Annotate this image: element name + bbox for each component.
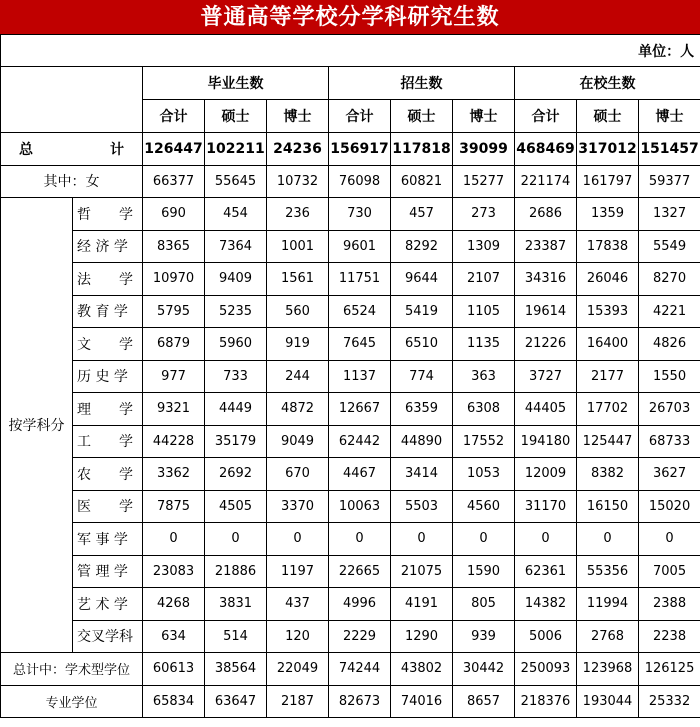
academic-degree-value: 126125 (639, 653, 700, 686)
subject-value: 22665 (329, 555, 391, 588)
subject-value: 805 (453, 588, 515, 621)
subject-value: 4221 (639, 295, 700, 328)
subject-value: 68733 (639, 425, 700, 458)
table-row (1, 230, 700, 263)
subject-value: 0 (453, 523, 515, 556)
subject-value: 2177 (577, 360, 639, 393)
subject-name: 艺 术 学 (73, 588, 143, 621)
subject-value: 0 (329, 523, 391, 556)
table-row (1, 393, 700, 426)
table-row (1, 523, 700, 556)
subject-value: 0 (639, 523, 700, 556)
subject-name: 军 事 学 (73, 523, 143, 556)
subject-value: 6524 (329, 295, 391, 328)
subject-value: 26703 (639, 393, 700, 426)
subheader-cell: 硕士 (577, 100, 639, 133)
professional-degree-value: 2187 (267, 685, 329, 718)
subject-value: 3831 (205, 588, 267, 621)
subject-value: 2229 (329, 620, 391, 653)
subject-value: 2768 (577, 620, 639, 653)
subject-name: 教 育 学 (73, 295, 143, 328)
female-value: 76098 (329, 165, 391, 198)
subject-value: 120 (267, 620, 329, 653)
total-value: 24236 (267, 133, 329, 166)
subject-value: 244 (267, 360, 329, 393)
subject-value: 15020 (639, 490, 700, 523)
total-value: 117818 (391, 133, 453, 166)
subject-value: 4467 (329, 458, 391, 491)
subject-value: 7875 (143, 490, 205, 523)
academic-degree-value: 30442 (453, 653, 515, 686)
subject-value: 3370 (267, 490, 329, 523)
subject-value: 62361 (515, 555, 577, 588)
subheader-cell: 合计 (515, 100, 577, 133)
table-row (1, 198, 700, 231)
subheader-cell: 博士 (639, 100, 700, 133)
professional-degree-value: 82673 (329, 685, 391, 718)
subject-value: 939 (453, 620, 515, 653)
subject-value: 3727 (515, 360, 577, 393)
subject-value: 919 (267, 328, 329, 361)
professional-degree-value: 63647 (205, 685, 267, 718)
subject-value: 55356 (577, 555, 639, 588)
female-value: 59377 (639, 165, 700, 198)
subject-value: 5503 (391, 490, 453, 523)
academic-degree-value: 250093 (515, 653, 577, 686)
subject-value: 10970 (143, 263, 205, 296)
subject-value: 236 (267, 198, 329, 231)
subject-value: 634 (143, 620, 205, 653)
subject-value: 363 (453, 360, 515, 393)
subject-value: 44228 (143, 425, 205, 458)
total-value: 151457 (639, 133, 700, 166)
subheader-cell: 硕士 (391, 100, 453, 133)
academic-degree-value: 38564 (205, 653, 267, 686)
professional-degree-value: 193044 (577, 685, 639, 718)
table-row (1, 295, 700, 328)
academic-degree-value: 123968 (577, 653, 639, 686)
subject-value: 35179 (205, 425, 267, 458)
subject-value: 1561 (267, 263, 329, 296)
subject-value: 5960 (205, 328, 267, 361)
subject-name: 农 学 (73, 458, 143, 491)
subject-value: 670 (267, 458, 329, 491)
subject-value: 0 (391, 523, 453, 556)
academic-degree-value: 60613 (143, 653, 205, 686)
subject-value: 23083 (143, 555, 205, 588)
table-row (1, 620, 700, 653)
subject-value: 690 (143, 198, 205, 231)
subject-value: 8382 (577, 458, 639, 491)
female-value: 60821 (391, 165, 453, 198)
professional-degree-row (1, 685, 700, 718)
subject-value: 5549 (639, 230, 700, 263)
subject-value: 1359 (577, 198, 639, 231)
graduate-statistics-table (0, 34, 700, 718)
subject-value: 34316 (515, 263, 577, 296)
subheader-cell: 博士 (267, 100, 329, 133)
subject-value: 15393 (577, 295, 639, 328)
subject-value: 11751 (329, 263, 391, 296)
table-row (1, 555, 700, 588)
table-row (1, 425, 700, 458)
group-header-graduates: 毕业生数 (143, 67, 329, 100)
subject-value: 6308 (453, 393, 515, 426)
female-value: 15277 (453, 165, 515, 198)
subject-value: 1053 (453, 458, 515, 491)
subject-value: 1590 (453, 555, 515, 588)
subject-value: 125447 (577, 425, 639, 458)
subject-value: 11994 (577, 588, 639, 621)
subject-value: 26046 (577, 263, 639, 296)
subject-value: 9409 (205, 263, 267, 296)
female-label: 其中：女 (1, 165, 143, 198)
subject-value: 4268 (143, 588, 205, 621)
table-row (1, 588, 700, 621)
subject-value: 454 (205, 198, 267, 231)
subject-name: 交叉学科 (73, 620, 143, 653)
subject-value: 0 (205, 523, 267, 556)
total-value: 126447 (143, 133, 205, 166)
subject-value: 0 (515, 523, 577, 556)
subject-value: 62442 (329, 425, 391, 458)
subject-value: 4996 (329, 588, 391, 621)
subject-value: 194180 (515, 425, 577, 458)
subject-value: 3627 (639, 458, 700, 491)
female-value: 66377 (143, 165, 205, 198)
subject-value: 21226 (515, 328, 577, 361)
subject-value: 2238 (639, 620, 700, 653)
female-value: 10732 (267, 165, 329, 198)
total-value: 39099 (453, 133, 515, 166)
subject-value: 9601 (329, 230, 391, 263)
subject-name: 管 理 学 (73, 555, 143, 588)
subject-value: 6510 (391, 328, 453, 361)
subheader-cell: 合计 (329, 100, 391, 133)
subject-value: 2388 (639, 588, 700, 621)
table-row (1, 263, 700, 296)
subject-value: 23387 (515, 230, 577, 263)
total-value: 102211 (205, 133, 267, 166)
subject-value: 437 (267, 588, 329, 621)
academic-degree-row (1, 653, 700, 686)
group-header-enrollment: 招生数 (329, 67, 515, 100)
subject-value: 12667 (329, 393, 391, 426)
unit-label: 单位：人 (1, 35, 700, 67)
subject-value: 560 (267, 295, 329, 328)
subject-value: 14382 (515, 588, 577, 621)
subject-value: 3362 (143, 458, 205, 491)
subject-name: 文 学 (73, 328, 143, 361)
subject-name: 历 史 学 (73, 360, 143, 393)
total-value: 468469 (515, 133, 577, 166)
table-row (1, 360, 700, 393)
subject-name: 工 学 (73, 425, 143, 458)
subject-value: 4505 (205, 490, 267, 523)
subject-value: 1309 (453, 230, 515, 263)
subject-value: 21886 (205, 555, 267, 588)
subject-value: 1001 (267, 230, 329, 263)
subject-value: 5235 (205, 295, 267, 328)
subject-value: 4872 (267, 393, 329, 426)
page-title: 普通高等学校分学科研究生数 (0, 0, 700, 34)
subject-value: 12009 (515, 458, 577, 491)
total-value: 156917 (329, 133, 391, 166)
subject-value: 2107 (453, 263, 515, 296)
subject-value: 5419 (391, 295, 453, 328)
subject-value: 1290 (391, 620, 453, 653)
total-value: 317012 (577, 133, 639, 166)
total-label: 总 计 (1, 133, 143, 166)
subject-value: 774 (391, 360, 453, 393)
table-row (1, 458, 700, 491)
subject-value: 5795 (143, 295, 205, 328)
group-header-enrolled: 在校生数 (515, 67, 700, 100)
subject-value: 5006 (515, 620, 577, 653)
female-value: 221174 (515, 165, 577, 198)
table-row (1, 328, 700, 361)
subject-value: 17838 (577, 230, 639, 263)
subheader-cell: 合计 (143, 100, 205, 133)
subheader-cell: 博士 (453, 100, 515, 133)
subject-value: 17702 (577, 393, 639, 426)
subject-value: 977 (143, 360, 205, 393)
subject-name: 法 学 (73, 263, 143, 296)
professional-degree-label: 专业学位 (1, 685, 143, 718)
subject-value: 733 (205, 360, 267, 393)
subject-value: 17552 (453, 425, 515, 458)
subject-value: 1105 (453, 295, 515, 328)
subject-value: 273 (453, 198, 515, 231)
corner-cell (1, 67, 143, 133)
subject-value: 8365 (143, 230, 205, 263)
subject-value: 10063 (329, 490, 391, 523)
subject-value: 4191 (391, 588, 453, 621)
subject-value: 0 (577, 523, 639, 556)
academic-degree-value: 43802 (391, 653, 453, 686)
subheader-cell: 硕士 (205, 100, 267, 133)
subject-value: 1137 (329, 360, 391, 393)
subject-value: 0 (267, 523, 329, 556)
subject-value: 9049 (267, 425, 329, 458)
subject-name: 医 学 (73, 490, 143, 523)
professional-degree-value: 218376 (515, 685, 577, 718)
subject-value: 3414 (391, 458, 453, 491)
subject-value: 2692 (205, 458, 267, 491)
professional-degree-value: 65834 (143, 685, 205, 718)
by-subject-label: 按学科分 (1, 198, 73, 653)
academic-degree-value: 74244 (329, 653, 391, 686)
subject-value: 44890 (391, 425, 453, 458)
subject-value: 730 (329, 198, 391, 231)
subject-value: 1327 (639, 198, 700, 231)
subject-value: 8270 (639, 263, 700, 296)
female-value: 161797 (577, 165, 639, 198)
subject-value: 4826 (639, 328, 700, 361)
academic-degree-value: 22049 (267, 653, 329, 686)
subject-value: 2686 (515, 198, 577, 231)
subject-value: 457 (391, 198, 453, 231)
professional-degree-value: 8657 (453, 685, 515, 718)
subject-value: 6879 (143, 328, 205, 361)
subject-value: 1135 (453, 328, 515, 361)
subject-value: 6359 (391, 393, 453, 426)
subject-value: 9644 (391, 263, 453, 296)
subject-name: 哲 学 (73, 198, 143, 231)
subject-value: 4560 (453, 490, 515, 523)
subject-value: 4449 (205, 393, 267, 426)
table-row (1, 490, 700, 523)
subject-value: 16400 (577, 328, 639, 361)
subject-value: 9321 (143, 393, 205, 426)
subject-value: 514 (205, 620, 267, 653)
professional-degree-value: 74016 (391, 685, 453, 718)
subject-value: 19614 (515, 295, 577, 328)
academic-degree-label: 总计中：学术型学位 (1, 653, 143, 686)
subject-value: 1550 (639, 360, 700, 393)
subject-value: 0 (143, 523, 205, 556)
subject-name: 理 学 (73, 393, 143, 426)
subject-value: 1197 (267, 555, 329, 588)
subject-value: 7364 (205, 230, 267, 263)
subject-value: 31170 (515, 490, 577, 523)
professional-degree-value: 25332 (639, 685, 700, 718)
subject-name: 经 济 学 (73, 230, 143, 263)
subject-value: 7005 (639, 555, 700, 588)
subject-value: 44405 (515, 393, 577, 426)
subject-value: 21075 (391, 555, 453, 588)
subject-value: 7645 (329, 328, 391, 361)
subject-value: 8292 (391, 230, 453, 263)
female-value: 55645 (205, 165, 267, 198)
subject-value: 16150 (577, 490, 639, 523)
